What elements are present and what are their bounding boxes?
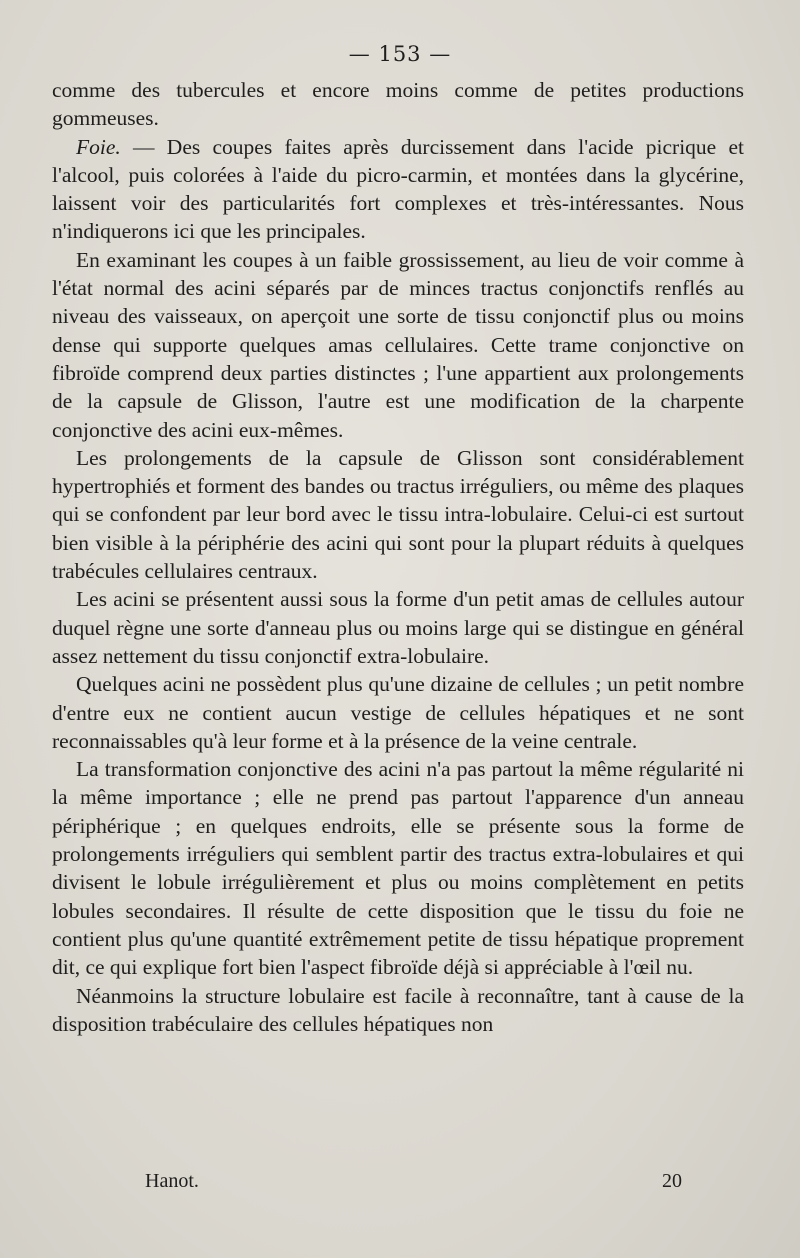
paragraph: [52, 982, 744, 1039]
page-body: [52, 76, 744, 1038]
paragraph-text: Néanmoins la structure lobulaire est facile à reconnaître, tant à cause de la disposition trabéculaire des cellules hépatiques non: [52, 983, 744, 1036]
paragraph-text: — Des coupes faites après durcissement dans l'acide picrique et l'alcool, puis colorées à l'aide du picro-carmin, et montées dans la glycérine, laissent voir des particularités fort complexes et très-intéressantes. Nous n'indiquerons ici que les principales.: [52, 134, 744, 244]
paragraph-foie: [52, 133, 744, 246]
paragraph: [52, 755, 744, 981]
paragraph: [52, 246, 744, 444]
paragraph-text: La transformation conjonctive des acini n'a pas partout la même régularité ni la même importance ; elle ne prend pas partout l'apparence d'un anneau périphérique ; en quelques endroits, elle se présente sous la forme de prolongements irréguliers qui semblent partir des tractus extra-lobulaires et qui divisent le lobule irrégulièrement et plus ou moins complètement en petits lobules secondaires. Il résulte de cette disposition que le tissu du foie ne contient plus qu'une quantité extrêmement petite de tissu hépatique proprement dit, ce qui explique fort bien l'aspect fibroïde déjà si appréciable à l'œil nu.: [52, 757, 744, 980]
paragraph: [52, 670, 744, 755]
paragraph-text: Quelques acini ne possèdent plus qu'une dizaine de cellules ; un petit nombre d'entre eux ne contient aucun vestige de cellules hépatiques et ne sont reconnaissables qu'à leur forme et à la présence de la veine centrale.: [52, 672, 744, 753]
footer-signature: Hanot.: [145, 1170, 199, 1192]
section-lead-foie: Foie.: [76, 134, 121, 159]
page-footer: [0, 1170, 800, 1200]
footer-sheet-number: 20: [662, 1170, 682, 1192]
paragraph-text: Les acini se présentent aussi sous la forme d'un petit amas de cellules autour duquel règne une sorte d'anneau plus ou moins large qui se distingue en général assez nettement du tissu conjonctif extra-lobulaire.: [52, 587, 744, 668]
paragraph: [52, 585, 744, 670]
paragraph-text: En examinant les coupes à un faible grossissement, au lieu de voir comme à l'état normal des acini séparés par de minces tractus conjonctifs renflés au niveau des vaisseaux, on aperçoit une sorte de tissu conjonctif plus ou moins dense qui supporte quelques amas cellulaires. Cette trame conjonctive on fibroïde comprend deux parties distinctes ; l'une appartient aux prolongements de la capsule de Glisson, l'autre est une modification de la charpente conjonctive des acini eux-mêmes.: [52, 247, 744, 442]
paragraph: [52, 444, 744, 585]
paragraph-text: comme des tubercules et encore moins comme de petites productions gommeuses.: [52, 78, 744, 131]
paragraph-text: Les prolongements de la capsule de Glisson sont considérablement hypertrophiés et forment des bandes ou tractus irréguliers, ou même des plaques qui se confondent par leur bord avec le tissu intra-lobulaire. Celui-ci est surtout bien visible à la périphérie des acini qui sont pour la plupart réduits à quelques trabécules cellulaires centraux.: [52, 445, 744, 584]
page-number: — 153 —: [348, 42, 452, 66]
paragraph-continuation: [52, 76, 744, 133]
